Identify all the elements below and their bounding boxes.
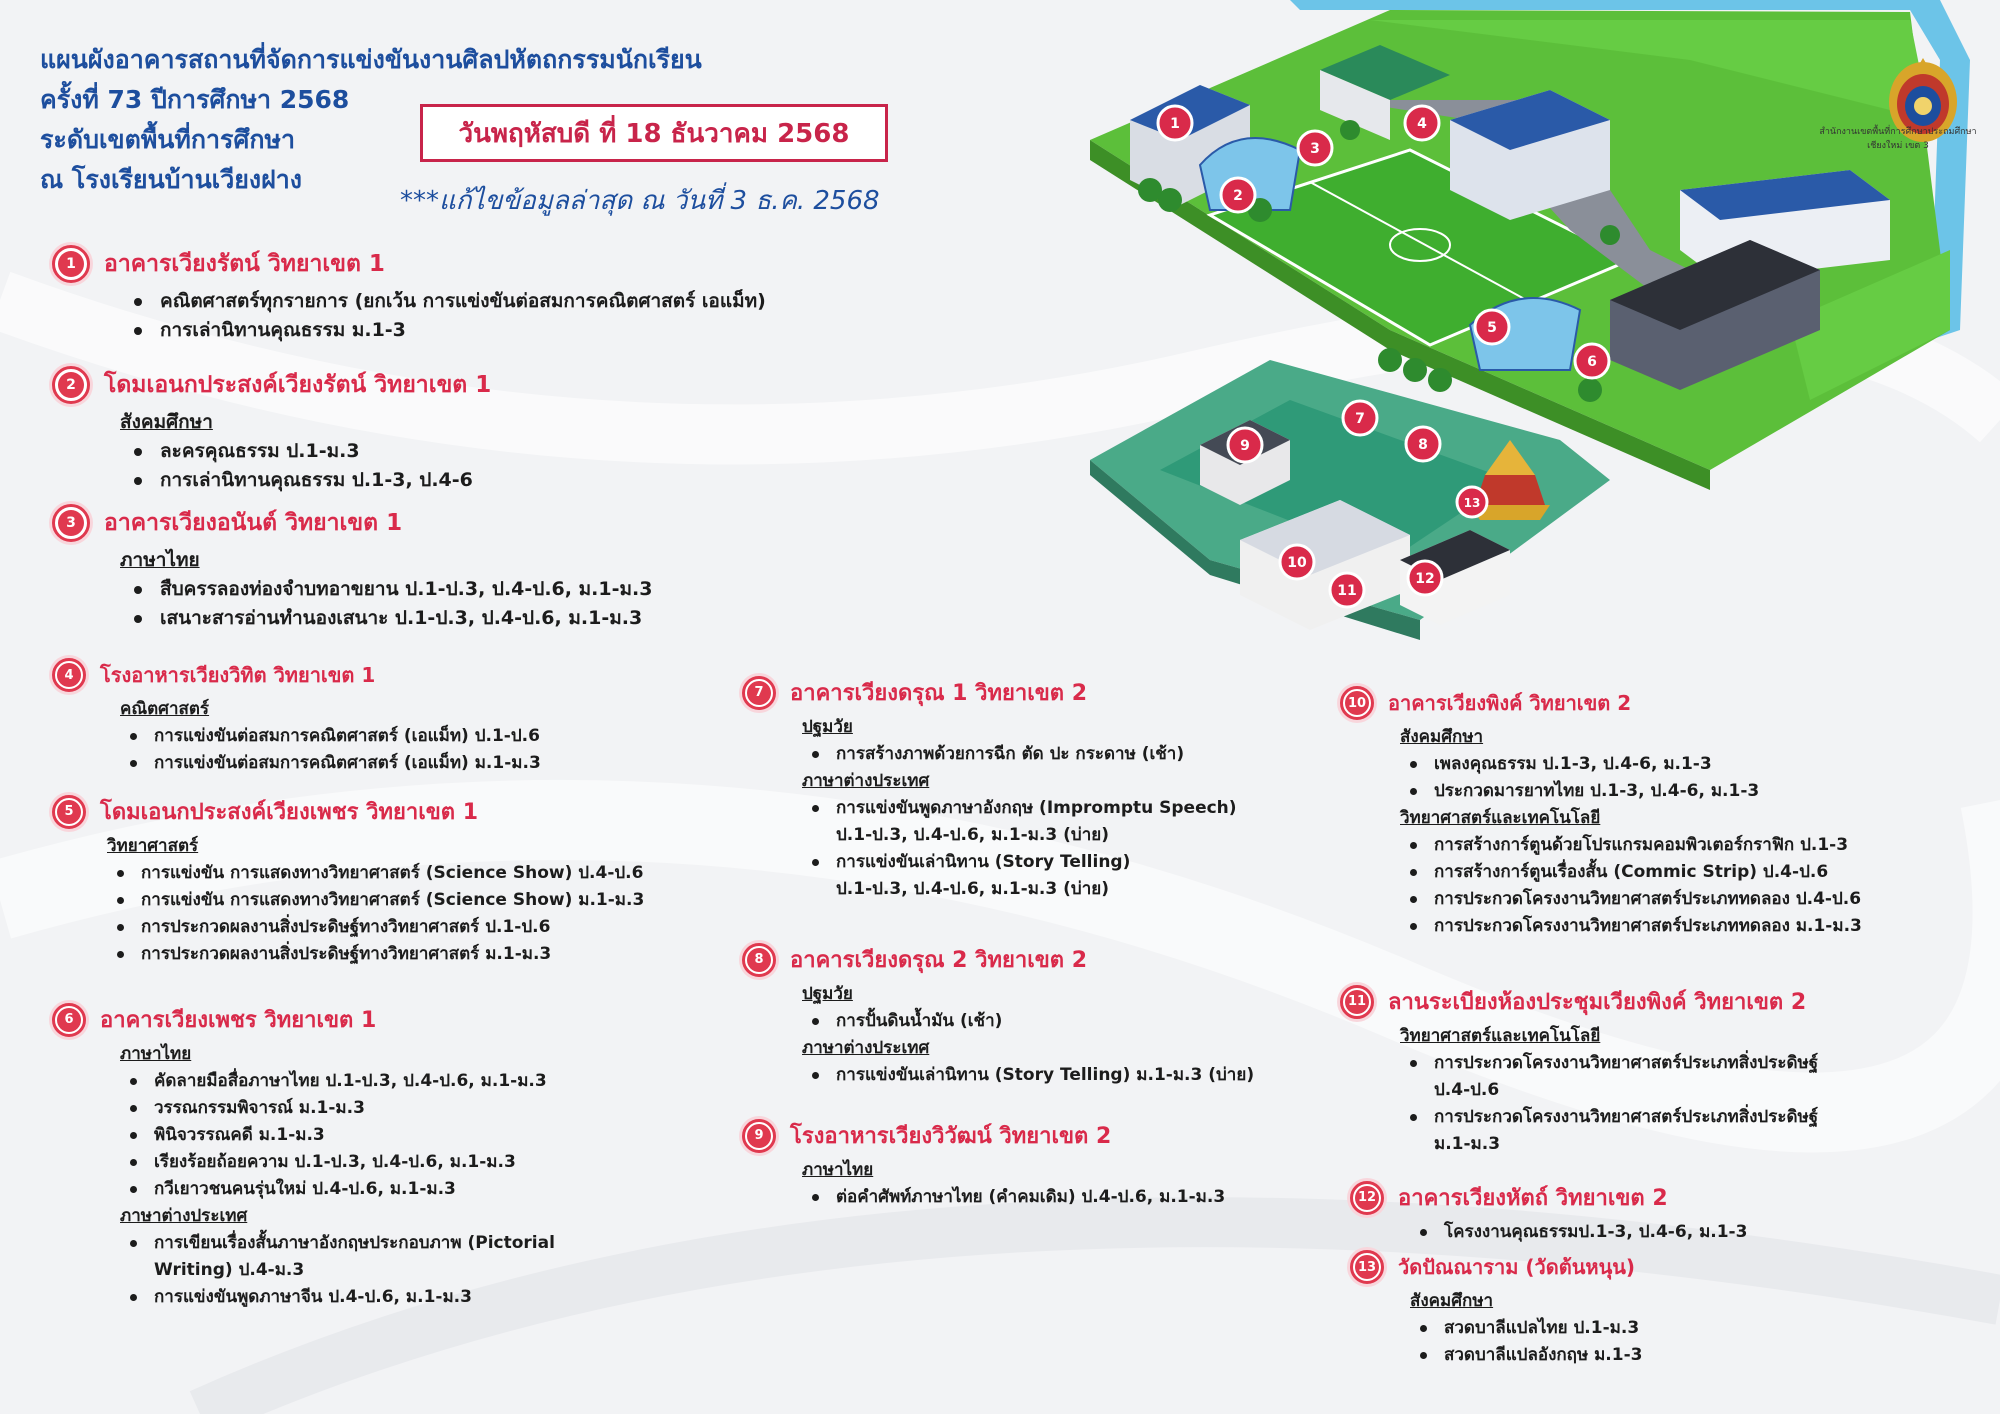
subject-heading: ปฐมวัย <box>802 984 853 1004</box>
list-item: โครงงานคุณธรรมป.1-3, ป.4-6, ม.1-3 <box>1410 1219 1747 1246</box>
section-8 <box>742 942 1254 1089</box>
subject-heading: สังคมศึกษา <box>120 411 213 433</box>
section-title: อาคารเวียงเพชร วิทยาเขต 1 <box>100 1008 377 1033</box>
list-item: สวดบาลีแปลไทย ป.1-ม.3 <box>1410 1315 1642 1342</box>
svg-text:12: 12 <box>1415 571 1435 587</box>
subject-heading: ภาษาต่างประเทศ <box>120 1206 248 1226</box>
map-marker-13[interactable] <box>1457 487 1487 517</box>
svg-text:3: 3 <box>1310 141 1320 157</box>
title-line-1: แผนผังอาคารสถานที่จัดการแข่งขันงานศิลปหัตถกรรมนักเรียน <box>40 45 702 74</box>
map-marker-9[interactable] <box>1228 428 1262 462</box>
list-item: การแข่งขันพูดภาษาจีน ป.4-ป.6, ม.1-ม.3 <box>120 1284 555 1311</box>
section-12 <box>1350 1180 1747 1246</box>
subject-heading: ภาษาต่างประเทศ <box>802 1038 930 1058</box>
subject-heading: ภาษาต่างประเทศ <box>802 771 930 791</box>
section-title: ลานระเบียงห้องประชุมเวียงพิงค์ วิทยาเขต 2 <box>1388 990 1807 1015</box>
number-badge: 8 <box>742 943 776 977</box>
svg-text:7: 7 <box>1355 411 1365 427</box>
subject-heading: วิทยาศาสตร์และเทคโนโลยี <box>1400 1026 1601 1046</box>
svg-text:9: 9 <box>1240 438 1250 454</box>
number-badge: 12 <box>1350 1181 1384 1215</box>
list-item: การแข่งขัน การแสดงทางวิทยาศาสตร์ (Science Show) ม.1-ม.3 <box>107 887 644 914</box>
svg-text:13: 13 <box>1463 496 1481 510</box>
list-item: การแข่งขันเล่านิทาน (Story Telling) ป.1-ป.3, ป.4-ป.6, ม.1-ม.3 (บ่าย) <box>802 849 1237 903</box>
svg-text:5: 5 <box>1487 320 1497 336</box>
list-item: การเล่านิทานคุณธรรม ป.1-3, ป.4-6 <box>120 466 491 495</box>
number-badge: 9 <box>742 1119 776 1153</box>
list-item: ละครคุณธรรม ป.1-ม.3 <box>120 437 491 466</box>
number-badge: 13 <box>1350 1250 1384 1284</box>
section-title: วัดปัณณาราม (วัดต้นหนุน) <box>1398 1255 1636 1279</box>
list-item: การสร้างภาพด้วยการฉีก ตัด ปะ กระดาษ (เช้า) <box>802 741 1237 768</box>
list-item: คณิตศาสตร์ทุกรายการ (ยกเว้น การแข่งขันต่อสมการคณิตศาสตร์ เอแม็ท) <box>120 287 766 316</box>
subject-heading: วิทยาศาสตร์และเทคโนโลยี <box>1400 808 1601 828</box>
subject-heading: ปฐมวัย <box>802 717 853 737</box>
subject-heading: สังคมศึกษา <box>1400 727 1484 747</box>
number-badge: 4 <box>52 658 86 692</box>
map-marker-4[interactable] <box>1405 106 1439 140</box>
svg-text:8: 8 <box>1418 437 1428 453</box>
section-3 <box>52 504 652 633</box>
title-line-4: ณ โรงเรียนบ้านเวียงฝาง <box>40 165 302 194</box>
number-badge: 1 <box>52 245 90 283</box>
svg-text:10: 10 <box>1287 555 1307 571</box>
update-note: ***แก้ไขข้อมูลล่าสุด ณ วันที่ 3 ธ.ค. 2568 <box>400 186 880 216</box>
map-marker-7[interactable] <box>1343 401 1377 435</box>
number-badge: 7 <box>742 676 776 710</box>
section-title: โดมเอนกประสงค์เวียงรัตน์ วิทยาเขต 1 <box>104 372 492 398</box>
list-item: การแข่งขันเล่านิทาน (Story Telling) ม.1-ม.3 (บ่าย) <box>802 1062 1254 1089</box>
map-marker-2[interactable] <box>1221 178 1255 212</box>
list-item: การประกวดโครงงานวิทยาศาสตร์ประเภทสิ่งประดิษฐ์ ป.4-ป.6 <box>1400 1050 1818 1104</box>
map-marker-11[interactable] <box>1330 573 1364 607</box>
number-badge: 3 <box>52 504 90 542</box>
list-item: การแข่งขันต่อสมการคณิตศาสตร์ (เอแม็ท) ม.1-ม.3 <box>120 750 541 777</box>
subject-heading: สังคมศึกษา <box>1410 1291 1494 1311</box>
list-item: การประกวดโครงงานวิทยาศาสตร์ประเภททดลอง ป.4-ป.6 <box>1400 886 1862 913</box>
section-1 <box>52 245 766 345</box>
list-item: การประกวดผลงานสิ่งประดิษฐ์ทางวิทยาศาสตร์ ป.1-ป.6 <box>107 914 644 941</box>
subject-heading: วิทยาศาสตร์ <box>107 836 199 856</box>
number-badge: 10 <box>1340 686 1374 720</box>
list-item: เรียงร้อยถ้อยความ ป.1-ป.3, ป.4-ป.6, ม.1-ม.3 <box>120 1149 555 1176</box>
list-item: พินิจวรรณคดี ม.1-ม.3 <box>120 1122 555 1149</box>
section-title: อาคารเวียงรัตน์ วิทยาเขต 1 <box>104 251 385 277</box>
list-item: เพลงคุณธรรม ป.1-3, ป.4-6, ม.1-3 <box>1400 751 1862 778</box>
list-item: การปั้นดินน้ำมัน (เช้า) <box>802 1008 1254 1035</box>
logo-caption: สำนักงานเขตพื้นที่การศึกษาประถมศึกษาเชียงใหม่ เขต 3 <box>1819 127 1977 151</box>
list-item: เสนาะสารอ่านทำนองเสนาะ ป.1-ป.3, ป.4-ป.6, ม.1-ม.3 <box>120 604 652 633</box>
section-2 <box>52 366 491 495</box>
list-item: การเขียนเรื่องสั้นภาษาอังกฤษประกอบภาพ (Pictorial Writing) ป.4-ม.3 <box>120 1230 555 1284</box>
map-marker-8[interactable] <box>1406 427 1440 461</box>
subject-heading: ภาษาไทย <box>120 1044 192 1064</box>
section-9 <box>742 1118 1225 1211</box>
section-title: อาคารเวียงหัตถ์ วิทยาเขต 2 <box>1398 1186 1668 1211</box>
section-6 <box>52 1002 555 1311</box>
svg-text:1: 1 <box>1170 116 1180 132</box>
list-item: การเล่านิทานคุณธรรม ม.1-3 <box>120 316 766 345</box>
number-badge: 6 <box>52 1003 86 1037</box>
map-marker-10[interactable] <box>1280 545 1314 579</box>
section-title: อาคารเวียงดรุณ 2 วิทยาเขต 2 <box>790 948 1088 973</box>
list-item: ต่อคำศัพท์ภาษาไทย (คำคมเดิม) ป.4-ป.6, ม.1-ม.3 <box>802 1184 1225 1211</box>
section-10 <box>1340 686 1862 940</box>
list-item: คัดลายมือสื่อภาษาไทย ป.1-ป.3, ป.4-ป.6, ม.1-ม.3 <box>120 1068 555 1095</box>
section-13 <box>1350 1250 1642 1369</box>
svg-text:11: 11 <box>1337 583 1357 599</box>
section-title: อาคารเวียงอนันต์ วิทยาเขต 1 <box>104 510 403 536</box>
list-item: การสร้างการ์ตูนเรื่องสั้น (Commic Strip) ป.4-ป.6 <box>1400 859 1862 886</box>
list-item: การประกวดโครงงานวิทยาศาสตร์ประเภททดลอง ม.1-ม.3 <box>1400 913 1862 940</box>
list-item: การประกวดโครงงานวิทยาศาสตร์ประเภทสิ่งประดิษฐ์ ม.1-ม.3 <box>1400 1104 1818 1158</box>
section-title: อาคารเวียงพิงค์ วิทยาเขต 2 <box>1388 691 1632 715</box>
list-item: การสร้างการ์ตูนด้วยโปรแกรมคอมพิวเตอร์กราฟิก ป.1-3 <box>1400 832 1862 859</box>
number-badge: 2 <box>52 366 90 404</box>
map-marker-5[interactable] <box>1475 310 1509 344</box>
section-11 <box>1340 984 1818 1158</box>
section-7 <box>742 675 1237 903</box>
list-item: การแข่งขัน การแสดงทางวิทยาศาสตร์ (Science Show) ป.4-ป.6 <box>107 860 644 887</box>
map-marker-12[interactable] <box>1408 561 1442 595</box>
section-title: โรงอาหารเวียงวิวัฒน์ วิทยาเขต 2 <box>790 1124 1112 1149</box>
title-line-2: ครั้งที่ 73 ปีการศึกษา 2568 <box>40 85 350 114</box>
svg-text:4: 4 <box>1417 116 1427 132</box>
number-badge: 5 <box>52 795 86 829</box>
subject-heading: คณิตศาสตร์ <box>120 699 210 719</box>
list-item: การแข่งขันพูดภาษาอังกฤษ (Impromptu Speech) ป.1-ป.3, ป.4-ป.6, ม.1-ม.3 (บ่าย) <box>802 795 1237 849</box>
map-marker-3[interactable] <box>1298 131 1332 165</box>
list-item: กวีเยาวชนคนรุ่นใหม่ ป.4-ป.6, ม.1-ม.3 <box>120 1176 555 1203</box>
section-4 <box>52 658 541 777</box>
title-line-3: ระดับเขตพื้นที่การศึกษา <box>40 125 296 154</box>
list-item: สืบครรลองท่องจำบทอาขยาน ป.1-ป.3, ป.4-ป.6, ม.1-ม.3 <box>120 575 652 604</box>
date-text: วันพฤหัสบดี ที่ 18 ธันวาคม 2568 <box>458 118 850 149</box>
section-5 <box>52 794 644 968</box>
map-marker-6[interactable] <box>1575 344 1609 378</box>
number-badge: 11 <box>1340 985 1374 1019</box>
subject-heading: ภาษาไทย <box>120 549 200 571</box>
map-marker-1[interactable] <box>1158 106 1192 140</box>
list-item: ประกวดมารยาทไทย ป.1-3, ป.4-6, ม.1-3 <box>1400 778 1862 805</box>
date-banner <box>420 104 888 162</box>
list-item: สวดบาลีแปลอังกฤษ ม.1-3 <box>1410 1342 1642 1369</box>
list-item: การประกวดผลงานสิ่งประดิษฐ์ทางวิทยาศาสตร์ ม.1-ม.3 <box>107 941 644 968</box>
subject-heading: ภาษาไทย <box>802 1160 874 1180</box>
section-title: โรงอาหารเวียงวิทิต วิทยาเขต 1 <box>100 663 376 687</box>
list-item: วรรณกรรมพิจารณ์ ม.1-ม.3 <box>120 1095 555 1122</box>
list-item: การแข่งขันต่อสมการคณิตศาสตร์ (เอแม็ท) ป.1-ป.6 <box>120 723 541 750</box>
svg-text:6: 6 <box>1587 354 1597 370</box>
section-title: อาคารเวียงดรุณ 1 วิทยาเขต 2 <box>790 681 1088 706</box>
section-title: โดมเอนกประสงค์เวียงเพชร วิทยาเขต 1 <box>100 800 479 825</box>
svg-text:2: 2 <box>1233 188 1243 204</box>
